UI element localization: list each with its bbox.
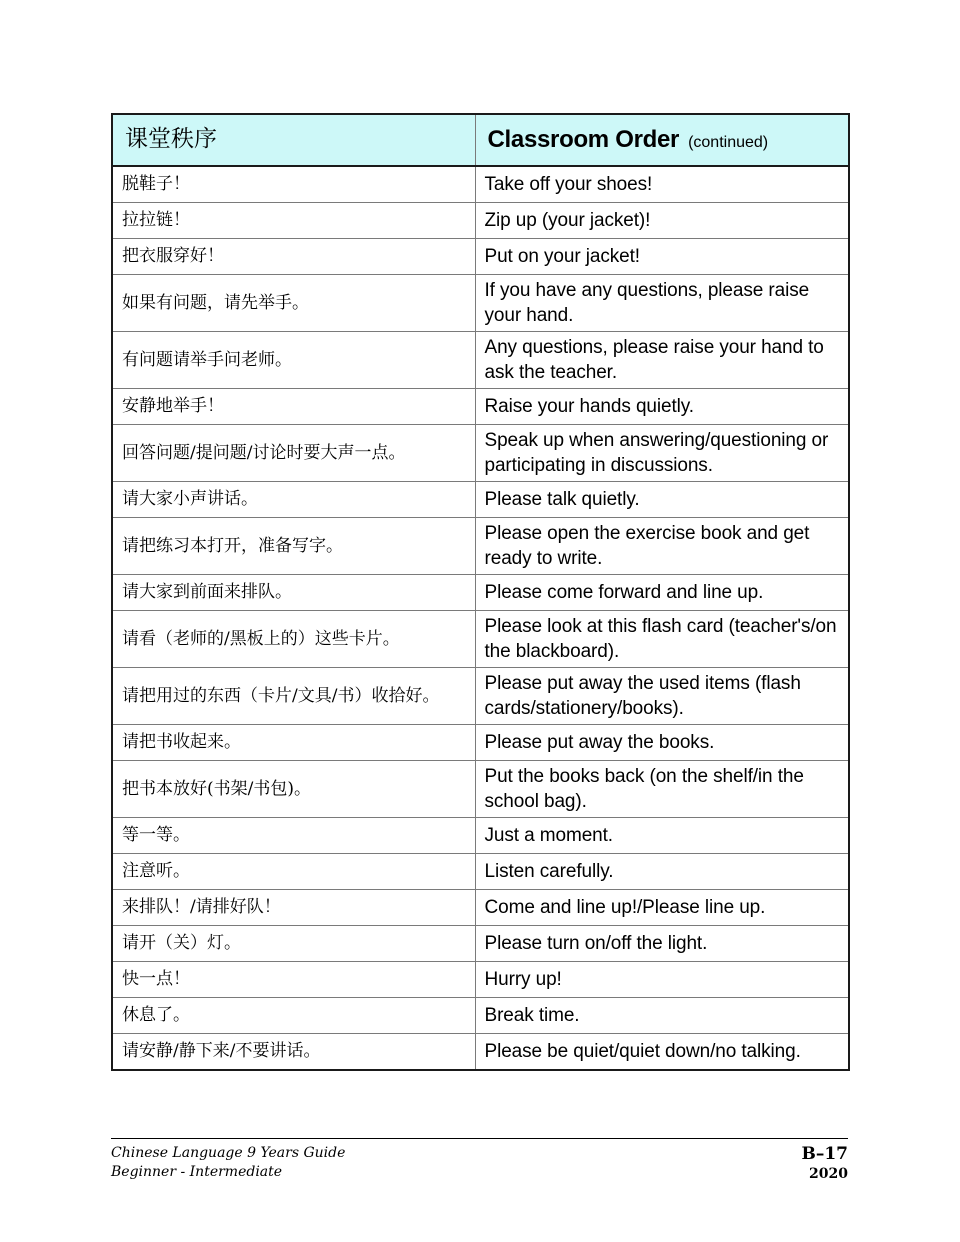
cell-chinese bbox=[112, 611, 475, 668]
cell-chinese-text: 回答问题/提问题/讨论时要大声一点。 bbox=[122, 442, 406, 463]
cell-chinese bbox=[112, 275, 475, 332]
cell-chinese-text: 请把用过的东西（卡片/文具/书）收拾好。 bbox=[122, 685, 440, 706]
cell-english-text: Break time. bbox=[484, 1005, 580, 1026]
table-row bbox=[112, 275, 849, 332]
cell-chinese-text: 请把书收起来。 bbox=[122, 732, 241, 752]
cell-english bbox=[475, 926, 849, 962]
cell-chinese bbox=[112, 389, 475, 425]
cell-english-text: Please open the exercise book and get ready to write. bbox=[484, 523, 810, 569]
cell-chinese bbox=[112, 761, 475, 818]
table-row bbox=[112, 1034, 849, 1071]
cell-english bbox=[475, 518, 849, 575]
footer-level-line: Beginner - Intermediate bbox=[111, 1164, 283, 1180]
table-row bbox=[112, 998, 849, 1034]
cell-chinese bbox=[112, 668, 475, 725]
cell-english bbox=[475, 668, 849, 725]
cell-english bbox=[475, 482, 849, 518]
cell-english bbox=[475, 962, 849, 998]
cell-chinese-text: 请安静/静下来/不要讲话。 bbox=[122, 1041, 321, 1061]
cell-english bbox=[475, 890, 849, 926]
cell-english-text: Please put away the books. bbox=[484, 732, 715, 753]
table-row bbox=[112, 203, 849, 239]
column-header-continued-note: (continued) bbox=[688, 134, 769, 151]
cell-chinese-text: 请大家小声讲话。 bbox=[122, 489, 258, 509]
cell-chinese bbox=[112, 332, 475, 389]
cell-english-text: Please be quiet/quiet down/no talking. bbox=[484, 1041, 801, 1062]
table-row bbox=[112, 518, 849, 575]
column-header-english-wrap bbox=[476, 126, 849, 154]
footer-source bbox=[111, 1144, 345, 1182]
cell-english bbox=[475, 239, 849, 275]
cell-english-text: Please talk quietly. bbox=[484, 489, 640, 510]
cell-english-text: Come and line up!/Please line up. bbox=[484, 897, 766, 918]
cell-chinese-text: 如果有问题，请先举手。 bbox=[122, 292, 309, 313]
cell-english bbox=[475, 998, 849, 1034]
cell-chinese-text: 等一等。 bbox=[122, 825, 190, 845]
table-header-row bbox=[112, 114, 849, 166]
cell-chinese bbox=[112, 854, 475, 890]
table-header bbox=[112, 114, 849, 166]
cell-english-text: Raise your hands quietly. bbox=[484, 396, 694, 417]
cell-chinese bbox=[112, 1034, 475, 1071]
column-header-english-label: Classroom Order bbox=[487, 126, 680, 153]
cell-english bbox=[475, 332, 849, 389]
cell-english bbox=[475, 1034, 849, 1071]
cell-chinese-text: 注意听。 bbox=[122, 861, 190, 881]
cell-english-text: If you have any questions, please raise your hand. bbox=[484, 280, 810, 326]
table-row bbox=[112, 389, 849, 425]
cell-english bbox=[475, 575, 849, 611]
cell-chinese-text: 请开（关）灯。 bbox=[122, 933, 241, 953]
table-row bbox=[112, 239, 849, 275]
cell-english bbox=[475, 275, 849, 332]
cell-english-text: Please look at this flash card (teacher's/on the blackboard). bbox=[484, 616, 837, 662]
cell-english-text: Listen carefully. bbox=[484, 861, 614, 882]
cell-chinese bbox=[112, 425, 475, 482]
cell-chinese bbox=[112, 926, 475, 962]
table-row bbox=[112, 425, 849, 482]
table-row bbox=[112, 926, 849, 962]
cell-english-text: Hurry up! bbox=[484, 969, 562, 990]
table-row bbox=[112, 854, 849, 890]
cell-chinese bbox=[112, 818, 475, 854]
table-row bbox=[112, 725, 849, 761]
cell-english-text: Any questions, please raise your hand to ask the teacher. bbox=[484, 337, 824, 383]
cell-chinese-text: 拉拉链！ bbox=[122, 210, 190, 230]
cell-chinese bbox=[112, 166, 475, 203]
cell-english-text: Put the books back (on the shelf/in the school bag). bbox=[484, 766, 804, 812]
cell-english bbox=[475, 611, 849, 668]
cell-english-text: Speak up when answering/questioning or participating in discussions. bbox=[484, 430, 829, 476]
cell-english-text: Just a moment. bbox=[484, 825, 613, 846]
cell-english-text: Take off your shoes! bbox=[484, 174, 653, 195]
footer-content bbox=[111, 1139, 848, 1183]
cell-chinese bbox=[112, 575, 475, 611]
cell-chinese-text: 请大家到前面来排队。 bbox=[122, 582, 292, 602]
table-row bbox=[112, 668, 849, 725]
cell-english bbox=[475, 761, 849, 818]
cell-chinese bbox=[112, 203, 475, 239]
cell-english-text: Please put away the used items (flash cards/stationery/books). bbox=[484, 673, 801, 719]
column-header-english bbox=[475, 114, 849, 166]
column-header-chinese bbox=[112, 114, 475, 166]
table-row bbox=[112, 818, 849, 854]
cell-chinese-text: 来排队！/请排好队！ bbox=[122, 897, 281, 917]
cell-chinese-text: 有问题请举手问老师。 bbox=[122, 349, 292, 370]
cell-chinese bbox=[112, 962, 475, 998]
cell-chinese-text: 把衣服穿好！ bbox=[122, 246, 224, 266]
table-row bbox=[112, 575, 849, 611]
cell-chinese-text: 脱鞋子！ bbox=[122, 174, 190, 194]
footer-pagination bbox=[801, 1144, 848, 1183]
cell-english-text: Please come forward and line up. bbox=[484, 582, 764, 603]
cell-chinese-text: 请把练习本打开，准备写字。 bbox=[122, 535, 343, 556]
cell-chinese bbox=[112, 518, 475, 575]
table-row bbox=[112, 166, 849, 203]
footer-year: 2020 bbox=[809, 1166, 848, 1182]
cell-english bbox=[475, 203, 849, 239]
table-row bbox=[112, 962, 849, 998]
cell-chinese bbox=[112, 998, 475, 1034]
cell-english bbox=[475, 389, 849, 425]
page-number: B–17 bbox=[801, 1144, 848, 1164]
cell-english bbox=[475, 166, 849, 203]
cell-chinese-text: 请看（老师的/黑板上的）这些卡片。 bbox=[122, 628, 400, 649]
page-footer bbox=[111, 1138, 848, 1183]
cell-chinese bbox=[112, 725, 475, 761]
cell-english-text: Zip up (your jacket)! bbox=[484, 210, 651, 231]
classroom-order-table bbox=[111, 113, 850, 1071]
table-row bbox=[112, 611, 849, 668]
cell-chinese-text: 安静地举手！ bbox=[122, 396, 224, 416]
cell-chinese bbox=[112, 890, 475, 926]
cell-english bbox=[475, 818, 849, 854]
column-header-chinese-label: 课堂秩序 bbox=[125, 126, 217, 153]
table-row bbox=[112, 482, 849, 518]
cell-english-text: Put on your jacket! bbox=[484, 246, 640, 267]
cell-english bbox=[475, 425, 849, 482]
cell-chinese-text: 快一点！ bbox=[122, 969, 190, 989]
cell-english bbox=[475, 725, 849, 761]
cell-chinese-text: 把书本放好(书架/书包)。 bbox=[122, 778, 311, 799]
table-row bbox=[112, 761, 849, 818]
cell-chinese bbox=[112, 482, 475, 518]
footer-title-line: Chinese Language 9 Years Guide bbox=[111, 1145, 346, 1161]
table-row bbox=[112, 890, 849, 926]
cell-chinese bbox=[112, 239, 475, 275]
cell-chinese-text: 休息了。 bbox=[122, 1005, 190, 1025]
table-body bbox=[112, 166, 849, 1070]
cell-english-text: Please turn on/off the light. bbox=[484, 933, 708, 954]
table-row bbox=[112, 332, 849, 389]
cell-english bbox=[475, 854, 849, 890]
